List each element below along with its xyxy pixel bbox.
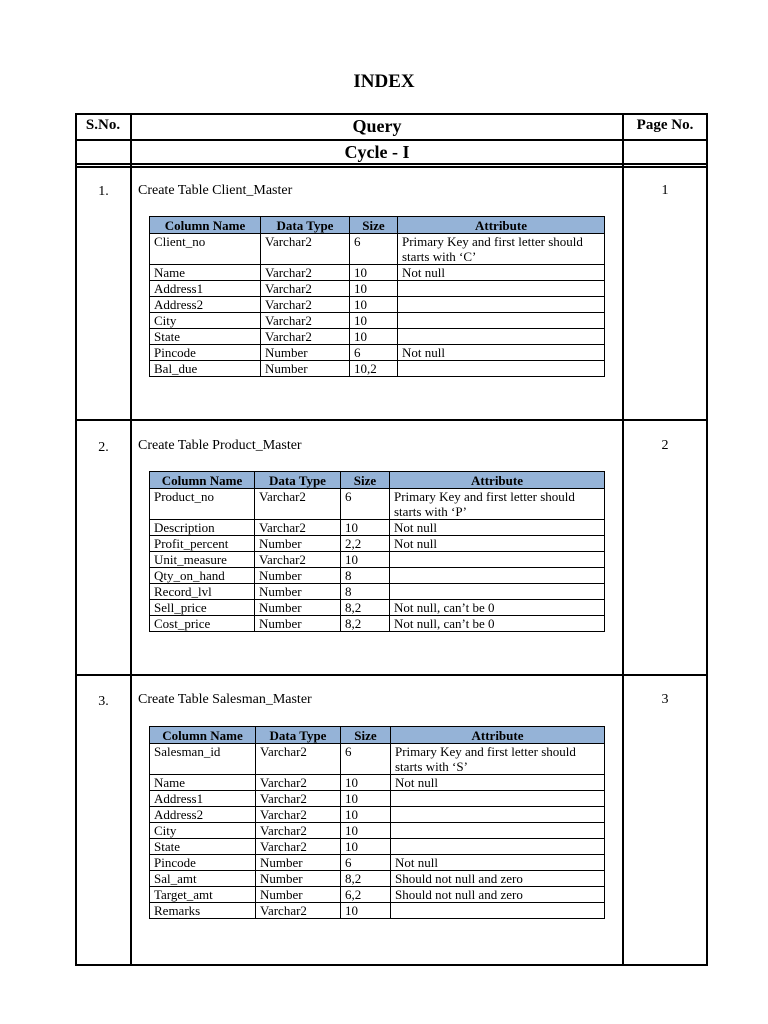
table-row <box>150 887 605 903</box>
table-cell <box>390 584 605 600</box>
table-cell: Should not null and zero <box>391 887 605 903</box>
table-row <box>150 552 605 568</box>
table-cell: Primary Key and first letter should starts with ‘C’ <box>398 234 605 265</box>
table-cell: 10 <box>341 775 391 791</box>
entry-sno: 1. <box>98 184 109 199</box>
page-title: INDEX <box>353 71 415 92</box>
table-cell: 2,2 <box>341 536 390 552</box>
table-cell: Primary Key and first letter should starts with ‘P’ <box>390 489 605 520</box>
column-header: Column Name <box>150 217 261 234</box>
column-header: Size <box>341 472 390 489</box>
table-border-bottom <box>75 964 708 966</box>
table-cell: Number <box>255 616 341 632</box>
inner-table-body <box>150 234 605 377</box>
table-cell <box>391 791 605 807</box>
entry-page-number: 3 <box>661 692 669 707</box>
table-cell: 10 <box>350 265 398 281</box>
table-cell: Address1 <box>150 281 261 297</box>
table-cell: Number <box>256 855 341 871</box>
column-header: Column Name <box>150 727 256 744</box>
table-cell: Varchar2 <box>261 265 350 281</box>
table-row <box>150 855 605 871</box>
table-cell: Number <box>256 871 341 887</box>
inner-table-header <box>150 217 605 234</box>
table-cell: 10 <box>350 313 398 329</box>
table-cell: Unit_measure <box>150 552 255 568</box>
table-cell: Varchar2 <box>261 297 350 313</box>
table-cell: Should not null and zero <box>391 871 605 887</box>
table-cell: 6 <box>350 234 398 265</box>
table-cell: Varchar2 <box>256 775 341 791</box>
column-header: Data Type <box>261 217 350 234</box>
table-cell: State <box>150 329 261 345</box>
table-cell: Not null <box>390 536 605 552</box>
column-header: Data Type <box>255 472 341 489</box>
table-cell: Varchar2 <box>256 791 341 807</box>
entry-title: Create Table Client_Master <box>138 183 293 198</box>
table-cell: Address2 <box>150 807 256 823</box>
table-border-col2 <box>622 113 624 965</box>
table-row <box>150 313 605 329</box>
table-cell: Varchar2 <box>256 744 341 775</box>
table-cell: 10 <box>341 903 391 919</box>
header-query: Query <box>352 116 402 136</box>
table-row <box>150 329 605 345</box>
table-cell: 8,2 <box>341 616 390 632</box>
table-cell: 8 <box>341 568 390 584</box>
table-cell: 8 <box>341 584 390 600</box>
table-cell: Salesman_id <box>150 744 256 775</box>
table-cell: 10 <box>341 807 391 823</box>
table-cell: Address1 <box>150 791 256 807</box>
column-header: Attribute <box>391 727 605 744</box>
table-cell: Number <box>261 361 350 377</box>
table-cell: 6,2 <box>341 887 391 903</box>
entry-sno: 2. <box>98 440 109 455</box>
table-cell: Profit_percent <box>150 536 255 552</box>
table-cell: Number <box>255 584 341 600</box>
table-border-right <box>706 113 708 965</box>
table-border-col1 <box>130 113 132 965</box>
client-master-table <box>149 216 605 377</box>
table-row <box>150 744 605 775</box>
table-cell: 10,2 <box>350 361 398 377</box>
table-cell: Record_lvl <box>150 584 255 600</box>
table-row <box>150 345 605 361</box>
table-cell: Varchar2 <box>261 281 350 297</box>
table-row <box>150 807 605 823</box>
inner-table-header <box>150 472 605 489</box>
table-cell <box>390 552 605 568</box>
table-cell: Varchar2 <box>256 807 341 823</box>
table-cell: 6 <box>350 345 398 361</box>
inner-table-body <box>150 744 605 919</box>
inner-table-header-row <box>150 217 605 234</box>
table-cell: 10 <box>350 297 398 313</box>
table-cell: 6 <box>341 744 391 775</box>
table-cell: Number <box>261 345 350 361</box>
inner-table-header-row <box>150 727 605 744</box>
table-cell <box>398 297 605 313</box>
table-cell: City <box>150 823 256 839</box>
table-cell: 8,2 <box>341 600 390 616</box>
table-cell <box>398 281 605 297</box>
table-row <box>150 281 605 297</box>
table-cell: Qty_on_hand <box>150 568 255 584</box>
table-cell: Cost_price <box>150 616 255 632</box>
table-row <box>150 871 605 887</box>
table-cell: Remarks <box>150 903 256 919</box>
table-cell: Number <box>255 568 341 584</box>
salesman-master-table <box>149 726 605 919</box>
table-cell: Pincode <box>150 345 261 361</box>
entry-page-number: 1 <box>661 183 669 198</box>
table-cell: Not null <box>390 520 605 536</box>
table-cell: 10 <box>341 520 390 536</box>
table-cell: Address2 <box>150 297 261 313</box>
table-cell <box>390 568 605 584</box>
table-row <box>150 839 605 855</box>
table-row <box>150 234 605 265</box>
table-cell: Not null <box>398 265 605 281</box>
table-row <box>150 297 605 313</box>
table-cell: Number <box>255 600 341 616</box>
entry-page-number: 2 <box>661 438 669 453</box>
table-cell: Not null <box>391 775 605 791</box>
table-cell: Not null, can’t be 0 <box>390 600 605 616</box>
table-cell: Client_no <box>150 234 261 265</box>
table-cell: Varchar2 <box>255 520 341 536</box>
table-row <box>150 616 605 632</box>
table-cell: Number <box>256 887 341 903</box>
table-border-cycle <box>75 163 708 165</box>
entry-sno: 3. <box>98 694 109 709</box>
table-cell: Varchar2 <box>256 823 341 839</box>
table-border-row1 <box>75 419 708 421</box>
table-cell: Name <box>150 265 261 281</box>
table-cell: Varchar2 <box>255 552 341 568</box>
table-cell: Sal_amt <box>150 871 256 887</box>
table-cell: Target_amt <box>150 887 256 903</box>
table-row <box>150 600 605 616</box>
table-cell: Not null <box>391 855 605 871</box>
table-row <box>150 791 605 807</box>
table-cell: Number <box>255 536 341 552</box>
table-cell: Pincode <box>150 855 256 871</box>
table-cell: Not null <box>398 345 605 361</box>
column-header: Size <box>341 727 391 744</box>
header-sno: S.No. <box>85 117 121 133</box>
table-cell: Varchar2 <box>256 839 341 855</box>
table-cell: Varchar2 <box>261 329 350 345</box>
table-cell: Varchar2 <box>256 903 341 919</box>
table-cell: 10 <box>341 791 391 807</box>
table-cell: 10 <box>341 552 390 568</box>
table-cell <box>391 839 605 855</box>
table-row <box>150 568 605 584</box>
table-cell: Product_no <box>150 489 255 520</box>
table-border-row2 <box>75 674 708 676</box>
table-cell <box>391 903 605 919</box>
header-page-no: Page No. <box>636 117 694 133</box>
table-cell: 8,2 <box>341 871 391 887</box>
table-cell <box>398 329 605 345</box>
entry-title: Create Table Salesman_Master <box>138 692 312 707</box>
table-row <box>150 536 605 552</box>
table-cell <box>398 361 605 377</box>
table-cell <box>398 313 605 329</box>
inner-table-header <box>150 727 605 744</box>
table-cell: 6 <box>341 489 390 520</box>
table-cell: Varchar2 <box>261 313 350 329</box>
table-cell: 10 <box>341 823 391 839</box>
table-cell: City <box>150 313 261 329</box>
column-header: Size <box>350 217 398 234</box>
table-row <box>150 361 605 377</box>
table-row <box>150 775 605 791</box>
table-cell: 10 <box>341 839 391 855</box>
table-border-header <box>75 139 708 141</box>
table-border-left <box>75 113 77 965</box>
table-row <box>150 520 605 536</box>
table-cell: Not null, can’t be 0 <box>390 616 605 632</box>
column-header: Column Name <box>150 472 255 489</box>
table-row <box>150 823 605 839</box>
table-cell: State <box>150 839 256 855</box>
table-cell: Varchar2 <box>255 489 341 520</box>
table-cell: Varchar2 <box>261 234 350 265</box>
column-header: Attribute <box>390 472 605 489</box>
cycle-label: Cycle - I <box>344 142 410 162</box>
table-cell <box>391 807 605 823</box>
table-cell <box>391 823 605 839</box>
table-cell: Description <box>150 520 255 536</box>
table-cell: 10 <box>350 329 398 345</box>
table-row <box>150 903 605 919</box>
table-row <box>150 584 605 600</box>
column-header: Attribute <box>398 217 605 234</box>
table-border-cycle-double <box>75 166 708 168</box>
table-cell: Bal_due <box>150 361 261 377</box>
inner-table-header-row <box>150 472 605 489</box>
table-cell: Sell_price <box>150 600 255 616</box>
column-header: Data Type <box>256 727 341 744</box>
table-cell: Primary Key and first letter should starts with ‘S’ <box>391 744 605 775</box>
product-master-table <box>149 471 605 632</box>
table-row <box>150 265 605 281</box>
table-border-top <box>75 113 708 115</box>
table-row <box>150 489 605 520</box>
entry-title: Create Table Product_Master <box>138 438 302 453</box>
table-cell: Name <box>150 775 256 791</box>
table-cell: 10 <box>350 281 398 297</box>
table-cell: 6 <box>341 855 391 871</box>
inner-table-body <box>150 489 605 632</box>
